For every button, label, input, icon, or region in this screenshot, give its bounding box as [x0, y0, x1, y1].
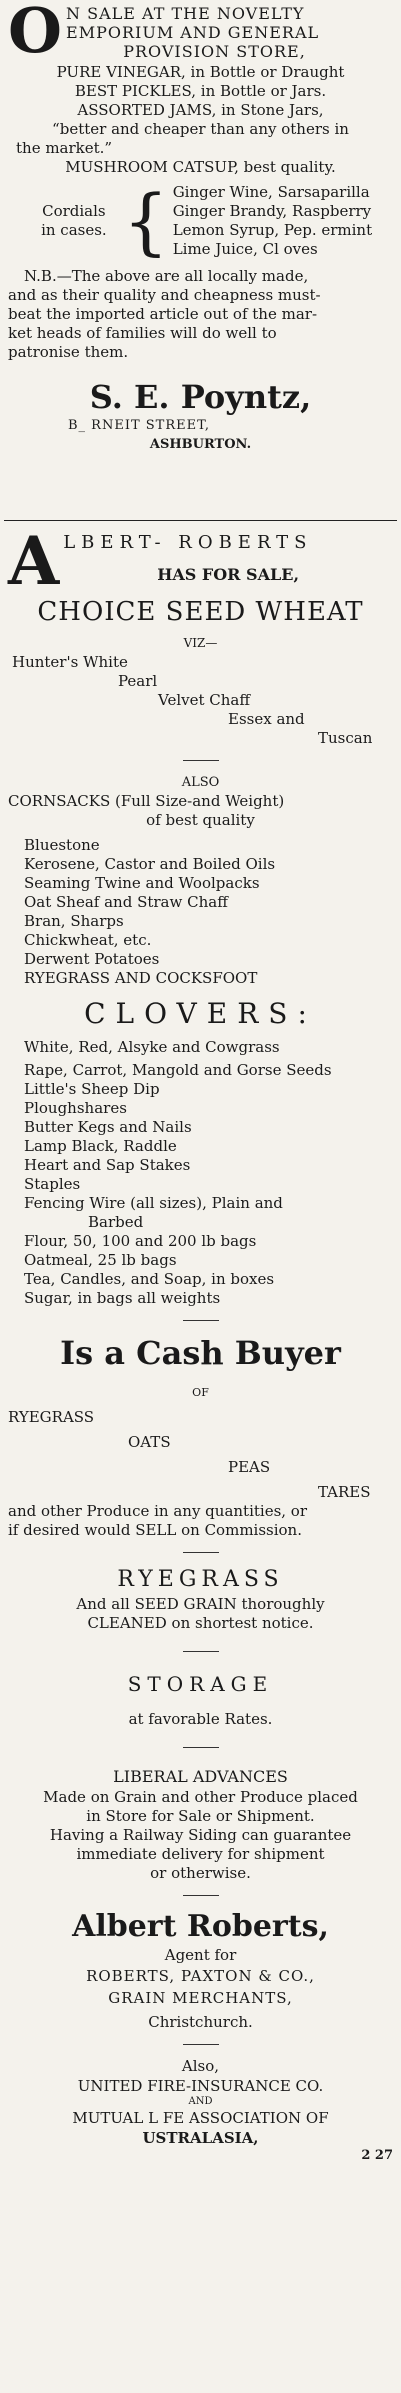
stock-item: Seaming Twine and Woolpacks: [24, 874, 260, 892]
cordials-label-line: Cordials: [42, 202, 106, 220]
column-rule: [4, 520, 397, 521]
liberal-advances-heading: LIBERAL ADVANCES: [113, 1767, 288, 1786]
divider-dash: [183, 1552, 219, 1553]
of-label: OF: [192, 1386, 209, 1399]
wheat-item: Hunter's White: [12, 653, 128, 671]
stock-item: Chickwheat, etc.: [24, 931, 152, 949]
city-line: Christchurch.: [148, 2013, 253, 2031]
produce-item: RYEGRASS: [8, 1408, 95, 1426]
produce-item: PEAS: [228, 1458, 271, 1476]
advances-line: immediate delivery for shipment: [76, 1845, 325, 1863]
merchant-name: S. E. Poyntz,: [89, 378, 312, 416]
stock-item: RYEGRASS AND COCKSFOOT: [24, 969, 258, 987]
heading-line: N SALE AT THE NOVELTY: [66, 4, 305, 23]
stock-item: Ploughshares: [24, 1099, 127, 1117]
mutual-line: MUTUAL L FE ASSOCIATION OF: [72, 2109, 329, 2127]
albert-roberts-ad: [0, 522, 401, 2163]
stock-item: Tea, Candles, and Soap, in boxes: [24, 1270, 275, 1288]
stock-item: Heart and Sap Stakes: [24, 1156, 191, 1174]
also-section: [8, 773, 393, 830]
rates-line: at favorable Rates.: [128, 1710, 273, 1728]
stock-item: Flour, 50, 100 and 200 lb bags: [24, 1232, 257, 1250]
wheat-item: Essex and: [228, 710, 305, 728]
nb-line: patronise them.: [8, 343, 129, 361]
nb-paragraph: [8, 267, 393, 362]
advances-line: in Store for Sale or Shipment.: [86, 1807, 315, 1825]
wheat-item: Velvet Chaff: [158, 691, 251, 709]
wheat-item: Pearl: [118, 672, 158, 690]
seed-text-line: And all SEED GRAIN thoroughly: [76, 1595, 325, 1613]
brace-glyph: {: [122, 179, 169, 263]
seed-text-line: CLEANED on shortest notice.: [87, 1614, 314, 1632]
product-line: MUSHROOM CATSUP, best quality.: [65, 158, 336, 176]
stock-item: Derwent Potatoes: [24, 950, 160, 968]
divider-dash: [183, 1895, 219, 1896]
advances-line: Made on Grain and other Produce placed: [43, 1788, 358, 1806]
header-line: LBERT- ROBERTS: [63, 532, 313, 553]
nb-line: N.B.—The above are all locally made,: [24, 267, 309, 285]
merchants-line: GRAIN MERCHANTS,: [108, 1989, 293, 2007]
divider-dash: [183, 2044, 219, 2045]
ad1-body: [8, 61, 393, 177]
wheat-item: Tuscan: [318, 729, 373, 747]
clovers-heading: CLOVERS:: [84, 997, 317, 1030]
stock-item: Bluestone: [24, 836, 100, 854]
ad1-heading: [8, 0, 393, 67]
agent-line: Agent for: [164, 1946, 237, 1964]
fire-insurance-line: UNITED FIRE-INSURANCE CO.: [77, 2077, 324, 2095]
product-line: the market.”: [16, 139, 113, 157]
advances-line: Having a Railway Siding can guarantee: [49, 1826, 352, 1844]
cordials-label-line: in cases.: [41, 221, 107, 239]
product-line: PURE VINEGAR, in Bottle or Draught: [56, 63, 345, 81]
seed-cleaning-text: [8, 1595, 393, 1633]
cordials-label: [29, 202, 119, 240]
items-list-1: [8, 836, 393, 988]
divider-dash: [183, 760, 219, 761]
town: ASHBURTON.: [149, 437, 252, 452]
stock-item: Kerosene, Castor and Boiled Oils: [24, 855, 276, 873]
stock-item: Bran, Sharps: [24, 912, 124, 930]
storage-heading: STORAGE: [127, 1672, 274, 1696]
wheat-varieties: [8, 634, 393, 748]
stock-item: Butter Kegs and Nails: [24, 1118, 192, 1136]
cordials-block: [8, 179, 393, 263]
produce-section: [8, 1383, 393, 1540]
heading-line: EMPORIUM AND GENERAL: [66, 23, 320, 42]
items-list-2: [8, 1038, 393, 1308]
produce-item: OATS: [128, 1433, 171, 1451]
best-quality-line: of best quality: [146, 811, 255, 829]
stock-item: Oat Sheaf and Straw Chaff: [24, 893, 228, 911]
cordial-item: Ginger Wine, Sarsaparilla: [172, 183, 370, 201]
stock-item: Lamp Black, Raddle: [24, 1137, 177, 1155]
drop-cap-o: O: [8, 0, 63, 67]
product-line: BEST PICKLES, in Bottle or Jars.: [74, 82, 327, 100]
cordial-item: Lime Juice, Cl oves: [172, 240, 318, 258]
poyntz-signature: [8, 378, 393, 454]
cordial-item: Ginger Brandy, Raspberry: [172, 202, 372, 220]
street-address: B_ RNEIT STREET,: [68, 418, 211, 433]
choice-seed-wheat: CHOICE SEED WHEAT: [37, 597, 364, 627]
novelty-emporium-ad: [0, 0, 401, 454]
signature-name: Albert Roberts,: [72, 1909, 329, 1944]
australasia-line: USTRALASIA,: [142, 2129, 259, 2147]
product-line: “better and cheaper than any others in: [52, 120, 349, 138]
divider-dash: [183, 1747, 219, 1748]
cordial-item: Lemon Syrup, Pep. ermint: [172, 221, 373, 239]
product-line: ASSORTED JAMS, in Stone Jars,: [77, 101, 324, 119]
drop-cap-a: A: [8, 522, 60, 600]
produce-text: and other Produce in any quantities, or: [8, 1502, 308, 1520]
has-for-sale: HAS FOR SALE,: [157, 565, 300, 584]
also-label: ALSO: [181, 775, 220, 790]
cordials-list: [173, 183, 372, 259]
cash-buyer-heading: Is a Cash Buyer: [60, 1334, 341, 1372]
stock-item: Oatmeal, 25 lb bags: [24, 1251, 177, 1269]
produce-text: if desired would SELL on Commission.: [8, 1521, 302, 1539]
ryegrass-heading: RYEGRASS: [117, 1567, 284, 1592]
roberts-signature: [8, 1908, 393, 2032]
divider-dash: [183, 1320, 219, 1321]
stock-item: Little's Sheep Dip: [24, 1080, 160, 1098]
stock-item: Rape, Carrot, Mangold and Gorse Seeds: [24, 1061, 332, 1079]
nb-line: ket heads of families will do well to: [8, 324, 277, 342]
insurance-block: [8, 2057, 393, 2163]
nb-line: beat the imported article out of the mar-: [8, 305, 318, 323]
stock-item: Sugar, in bags all weights: [24, 1289, 221, 1307]
stock-item: White, Red, Alsyke and Cowgrass: [24, 1038, 280, 1056]
firm-name: ROBERTS, PAXTON & CO.,: [86, 1967, 315, 1985]
divider-dash: [183, 1651, 219, 1652]
ad-code: 2 27: [361, 2148, 393, 2163]
also-line: Also,: [181, 2057, 220, 2075]
stock-item: Staples: [24, 1175, 81, 1193]
and-label: AND: [188, 2096, 213, 2107]
stock-item: Fencing Wire (all sizes), Plain and: [24, 1194, 283, 1212]
nb-line: and as their quality and cheapness must-: [8, 286, 321, 304]
produce-item: TARES: [318, 1483, 371, 1501]
advances-line: or otherwise.: [150, 1864, 251, 1882]
advances-text: [8, 1788, 393, 1883]
stock-item: Barbed: [88, 1213, 144, 1231]
cornsacks-line: CORNSACKS (Full Size-and Weight): [8, 792, 285, 810]
viz-label: VIZ—: [183, 636, 218, 650]
heading-line: PROVISION STORE,: [123, 42, 306, 61]
roberts-header: [8, 522, 393, 600]
